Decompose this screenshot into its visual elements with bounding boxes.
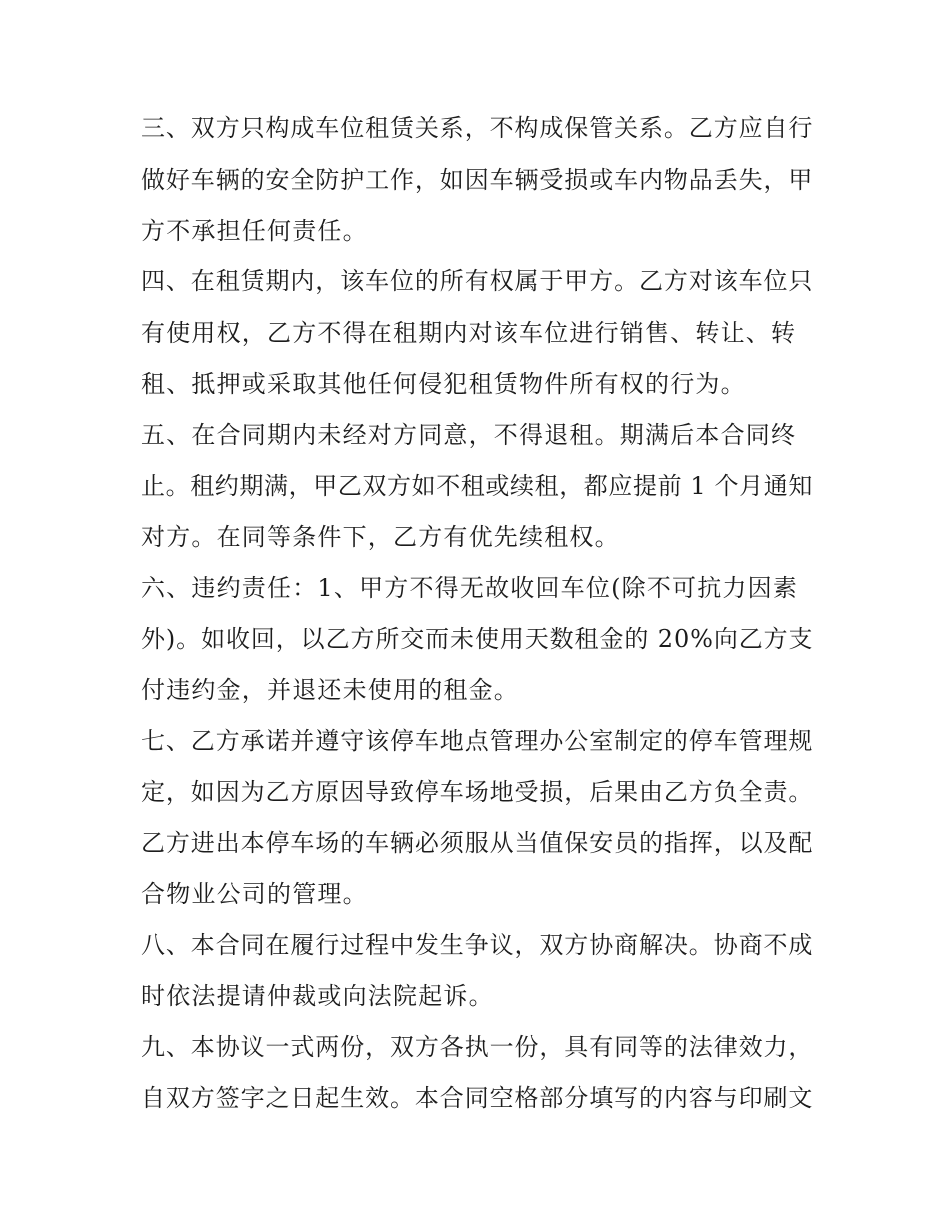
text-line: 定，如因为乙方原因导致停车场地受损，后果由乙方负全责。: [141, 778, 814, 806]
text-line: 外)。如收回，以乙方所交而未使用天数租金的 20%向乙方支: [141, 625, 814, 653]
text-line: 四、在租赁期内，该车位的所有权属于甲方。乙方对该车位只: [141, 267, 814, 295]
text-line: 七、乙方承诺并遵守该停车地点管理办公室制定的停车管理规: [141, 727, 814, 755]
text-line: 租、抵押或采取其他任何侵犯租赁物件所有权的行为。: [141, 370, 746, 398]
text-line: 六、违约责任：1、甲方不得无故收回车位(除不可抗力因素: [141, 574, 799, 602]
text-line: 三、双方只构成车位租赁关系，不构成保管关系。乙方应自行: [141, 114, 814, 142]
text-line: 九、本协议一式两份，双方各执一份，具有同等的法律效力，: [141, 1033, 814, 1061]
text-line: 做好车辆的安全防护工作，如因车辆受损或车内物品丢失，甲: [141, 166, 814, 194]
text-line: 自双方签字之日起生效。本合同空格部分填写的内容与印刷文: [141, 1084, 814, 1112]
text-line: 八、本合同在履行过程中发生争议，双方协商解决。协商不成: [141, 931, 814, 959]
text-line: 止。租约期满，甲乙双方如不租或续租，都应提前 1 个月通知: [141, 472, 813, 500]
text-line: 乙方进出本停车场的车辆必须服从当值保安员的指挥，以及配: [141, 829, 814, 857]
text-line: 方不承担任何责任。: [141, 217, 368, 245]
text-line: 有使用权，乙方不得在租期内对该车位进行销售、转让、转: [141, 319, 797, 347]
text-line: 五、在合同期内未经对方同意，不得退租。期满后本合同终: [141, 421, 797, 449]
text-line: 付违约金，并退还未使用的租金。: [141, 676, 519, 704]
text-line: 合物业公司的管理。: [141, 880, 368, 908]
text-line: 时依法提请仲裁或向法院起诉。: [141, 982, 494, 1010]
text-line: 对方。在同等条件下，乙方有优先续租权。: [141, 523, 620, 551]
